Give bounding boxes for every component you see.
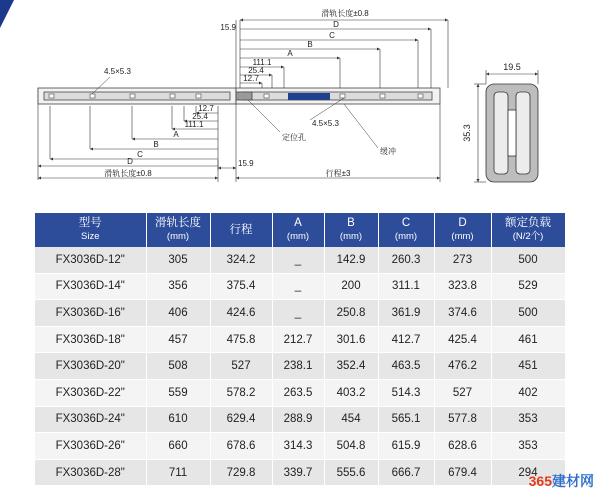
table-header-cell xyxy=(35,213,146,247)
table-cell: 514.3 xyxy=(378,379,434,406)
table-cell: 375.4 xyxy=(210,273,272,300)
table-cell: 374.6 xyxy=(434,300,491,327)
table-cell: 610 xyxy=(146,406,210,433)
table-cell: 711 xyxy=(146,459,210,486)
table-cell: FX3036D-24" xyxy=(35,406,146,433)
table-row xyxy=(35,273,565,300)
table-cell: 273 xyxy=(434,247,491,273)
dim-left-25: 25.4 xyxy=(192,112,208,121)
header-label: 行程 xyxy=(229,223,253,236)
table-cell: 250.8 xyxy=(324,300,378,327)
table-cell: 615.9 xyxy=(378,433,434,460)
table-cell: 403.2 xyxy=(324,379,378,406)
table-header-cell xyxy=(324,213,378,247)
table-header-cell xyxy=(146,213,210,247)
table-cell: 142.9 xyxy=(324,247,378,273)
table-cell: _ xyxy=(272,300,324,327)
table-cell: 361.9 xyxy=(378,300,434,327)
table-cell: 451 xyxy=(491,353,565,380)
dim-left-111: 111.1 xyxy=(184,120,204,129)
dim-top-12: 12.7 xyxy=(243,74,259,83)
dim-left-C: C xyxy=(137,150,143,159)
table-cell: 629.4 xyxy=(210,406,272,433)
table-cell: 559 xyxy=(146,379,210,406)
table-cell: 200 xyxy=(324,273,378,300)
table-cell: 666.7 xyxy=(378,459,434,486)
header-label: D xyxy=(458,217,467,229)
table-cell: 628.6 xyxy=(434,433,491,460)
table-cell: FX3036D-26" xyxy=(35,433,146,460)
table-cell: FX3036D-22" xyxy=(35,379,146,406)
table-cell: 578.2 xyxy=(210,379,272,406)
table-header-cell xyxy=(491,213,565,247)
table-header-cell xyxy=(378,213,434,247)
table-cell: 527 xyxy=(210,353,272,380)
table-cell: FX3036D-12" xyxy=(35,247,146,273)
table-cell: 339.7 xyxy=(272,459,324,486)
table-cell: 527 xyxy=(434,379,491,406)
table-cell: 402 xyxy=(491,379,565,406)
table-cell: 660 xyxy=(146,433,210,460)
table-cell: 294 xyxy=(491,459,565,486)
hole-label-left: 4.5×5.3 xyxy=(104,67,131,76)
section-width: 19.5 xyxy=(503,62,521,72)
header-label: 滑轨长度 xyxy=(155,217,201,229)
table-header-cell xyxy=(434,213,491,247)
watermark-logo xyxy=(529,471,594,491)
spec-table xyxy=(35,213,566,486)
header-unit: (mm) xyxy=(451,231,474,242)
table-row xyxy=(35,353,565,380)
table-cell: 508 xyxy=(146,353,210,380)
table-cell: _ xyxy=(272,273,324,300)
table-cell: 529 xyxy=(491,273,565,300)
table-header-cell xyxy=(210,213,272,247)
header-unit: (mm) xyxy=(394,231,418,242)
dim-top-25: 25.4 xyxy=(248,66,264,75)
table-cell: FX3036D-18" xyxy=(35,326,146,353)
table-cell: 454 xyxy=(324,406,378,433)
table-cell: 577.8 xyxy=(434,406,491,433)
header-label: A xyxy=(294,217,302,229)
table-row xyxy=(35,433,565,460)
table-cell: 504.8 xyxy=(324,433,378,460)
header-label: C xyxy=(401,217,411,229)
dim-left-A: A xyxy=(173,130,179,139)
table-row xyxy=(35,459,565,486)
table-cell: 555.6 xyxy=(324,459,378,486)
table-cell: 263.5 xyxy=(272,379,324,406)
table-cell: 260.3 xyxy=(378,247,434,273)
table-cell: 305 xyxy=(146,247,210,273)
dim-top-B: B xyxy=(307,40,313,49)
header-unit: (N/2个) xyxy=(512,231,544,242)
table-cell: FX3036D-14" xyxy=(35,273,146,300)
dim-top-rail-length: 滑轨长度±0.8 xyxy=(321,9,369,18)
watermark-number: 365 xyxy=(528,473,552,489)
table-cell: FX3036D-16" xyxy=(35,300,146,327)
dim-top-A: A xyxy=(287,49,293,58)
table-cell: 311.1 xyxy=(378,273,434,300)
header-unit: (mm) xyxy=(166,231,190,242)
table-cell: 565.1 xyxy=(378,406,434,433)
dim-bottom-travel: 行程±3 xyxy=(325,169,351,178)
table-cell: 463.5 xyxy=(378,353,434,380)
section-height: 35.3 xyxy=(462,124,472,142)
dim-top-offset: 15.9 xyxy=(220,23,236,32)
table-cell: _ xyxy=(272,247,324,273)
locating-hole-label: 定位孔 xyxy=(282,133,306,142)
table-cell: 425.4 xyxy=(434,326,491,353)
table-row xyxy=(35,379,565,406)
table-cell: 323.8 xyxy=(434,273,491,300)
table-cell: 212.7 xyxy=(272,326,324,353)
dim-top-D: D xyxy=(333,20,339,29)
dim-top-C: C xyxy=(329,31,335,40)
table-cell: 678.6 xyxy=(210,433,272,460)
header-unit: (mm) xyxy=(286,231,310,242)
table-cell: 500 xyxy=(491,300,565,327)
table-cell: 424.6 xyxy=(210,300,272,327)
table-row xyxy=(35,247,565,273)
header-label: B xyxy=(347,217,355,229)
table-cell: FX3036D-28" xyxy=(35,459,146,486)
table-cell: 238.1 xyxy=(272,353,324,380)
dim-left-D: D xyxy=(127,157,133,166)
table-header-cell xyxy=(272,213,324,247)
table-cell: 412.7 xyxy=(378,326,434,353)
table-cell: 475.8 xyxy=(210,326,272,353)
dim-left-12: 12.7 xyxy=(198,104,214,113)
table-cell: FX3036D-20" xyxy=(35,353,146,380)
watermark-text: 建材网 xyxy=(552,473,594,489)
technical-drawing xyxy=(0,0,600,200)
table-cell: 476.2 xyxy=(434,353,491,380)
dim-bottom-offset: 15.9 xyxy=(238,159,254,168)
table-cell: 356 xyxy=(146,273,210,300)
table-row xyxy=(35,326,565,353)
table-row xyxy=(35,406,565,433)
table-cell: 314.3 xyxy=(272,433,324,460)
table-cell: 353 xyxy=(491,433,565,460)
dim-left-B: B xyxy=(153,140,159,149)
table-cell: 301.6 xyxy=(324,326,378,353)
table-cell: 288.9 xyxy=(272,406,324,433)
table-cell: 352.4 xyxy=(324,353,378,380)
header-unit: (mm) xyxy=(339,231,363,242)
hole-label-right: 4.5×5.3 xyxy=(312,119,339,128)
table-cell: 406 xyxy=(146,300,210,327)
dim-bottom-rail-length: 滑轨长度±0.8 xyxy=(104,169,152,178)
table-row xyxy=(35,300,565,327)
table-cell: 353 xyxy=(491,406,565,433)
table-cell: 461 xyxy=(491,326,565,353)
table-cell: 679.4 xyxy=(434,459,491,486)
header-label: 额定负载 xyxy=(505,217,551,229)
table-cell: 500 xyxy=(491,247,565,273)
table-cell: 729.8 xyxy=(210,459,272,486)
buffer-label: 缓冲 xyxy=(380,147,396,156)
table-cell: 457 xyxy=(146,326,210,353)
header-unit: Size xyxy=(81,231,100,242)
dim-top-111: 111.1 xyxy=(252,58,272,67)
table-header-row xyxy=(35,213,565,247)
header-label: 型号 xyxy=(78,217,102,229)
table-cell: 324.2 xyxy=(210,247,272,273)
